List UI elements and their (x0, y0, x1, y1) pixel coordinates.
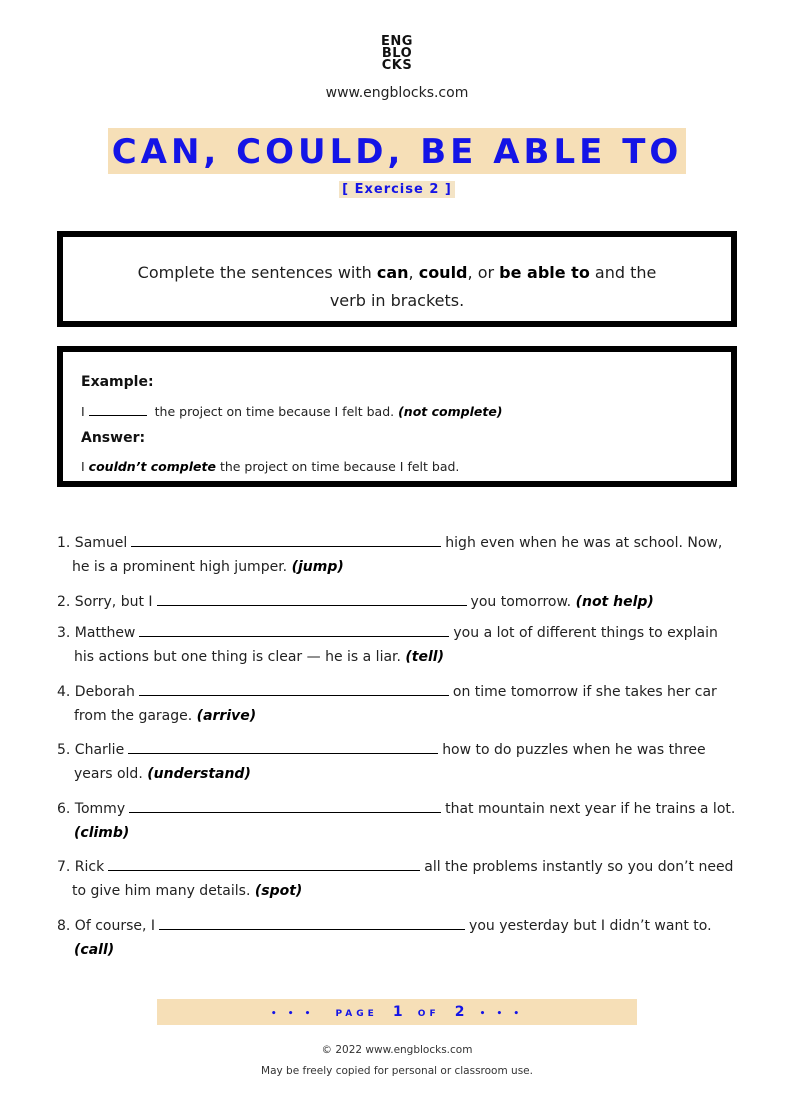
instruction-be-able-to: be able to (499, 263, 590, 282)
question-8-line-1 (57, 915, 712, 934)
example-box (57, 346, 737, 487)
of-word: OF (417, 1009, 440, 1019)
example-after: the project on time because I felt bad. (150, 404, 399, 419)
instruction-could: could (418, 263, 468, 282)
question-4-line-1 (57, 681, 717, 700)
question-7-blank[interactable] (108, 856, 420, 871)
instruction-part-1: Complete the sentences with (137, 263, 377, 282)
question-2-end: you tomorrow. (470, 594, 576, 610)
question-1-start: 1. Samuel (57, 535, 128, 551)
example-before: I (81, 404, 85, 419)
question-7-continuation: to give him many details. (72, 883, 255, 899)
question-2-hint: (not help) (575, 594, 654, 610)
subtitle-container (0, 178, 794, 198)
instruction-sep-2: , or (467, 263, 500, 282)
question-1-line-1 (57, 532, 722, 551)
exercise-label: [ Exercise 2 ] (339, 181, 455, 198)
copyright: © 2022 www.engblocks.com (321, 1044, 473, 1056)
question-2-blank[interactable] (157, 591, 467, 606)
question-1-continuation: he is a prominent high jumper. (72, 559, 292, 575)
license-note: May be freely copied for personal or classroom use. (261, 1065, 533, 1077)
page-total: 2 (454, 1004, 465, 1020)
question-4-start: 4. Deborah (57, 684, 135, 700)
page-number: 1 (392, 1004, 403, 1020)
answer-label: Answer: (81, 430, 146, 446)
answer-highlight: couldn’t complete (88, 459, 216, 474)
question-6-end: that mountain next year if he trains a lot. (445, 801, 736, 817)
question-5-start: 5. Charlie (57, 742, 125, 758)
question-3-start: 3. Matthew (57, 625, 136, 641)
question-5-end: how to do puzzles when he was three (442, 742, 706, 758)
question-2-start: 2. Sorry, but I (57, 594, 153, 610)
question-8-blank[interactable] (159, 915, 465, 930)
example-sentence (81, 404, 503, 419)
answer-sentence (81, 459, 459, 474)
question-8-start: 8. Of course, I (57, 918, 156, 934)
logo-line-1: ENG (381, 34, 413, 49)
page-dots-left: • • • (270, 1009, 315, 1019)
question-4-continuation: from the garage. (74, 708, 197, 724)
question-8-line-2 (74, 942, 114, 958)
question-3-hint: (tell) (405, 649, 444, 665)
page-indicator (157, 999, 637, 1025)
title-container (0, 128, 794, 174)
logo-line-2: BLO (381, 46, 413, 61)
question-7-hint: (spot) (254, 883, 303, 899)
question-7-start: 7. Rick (57, 859, 105, 875)
question-6-hint: (climb) (74, 825, 130, 841)
question-3-line-2 (74, 649, 444, 665)
instruction-text (123, 259, 671, 315)
example-hint: (not complete) (398, 404, 503, 419)
question-1-end: high even when he was at school. Now, (445, 535, 723, 551)
page-title: CAN, COULD, BE ABLE TO (108, 128, 687, 174)
instruction-box (57, 231, 737, 327)
question-1-blank[interactable] (131, 532, 441, 547)
question-5-continuation: years old. (74, 766, 148, 782)
question-6-line-2 (74, 825, 129, 841)
site-url[interactable]: www.engblocks.com (325, 85, 469, 101)
question-3-end: you a lot of different things to explain (453, 625, 718, 641)
question-4-end: on time tomorrow if she takes her car (452, 684, 717, 700)
page-dots-right: • • • (479, 1009, 524, 1019)
question-8-end: you yesterday but I didn’t want to. (469, 918, 712, 934)
example-blank (89, 404, 147, 416)
question-4-line-2 (74, 708, 256, 724)
question-4-blank[interactable] (139, 681, 449, 696)
question-3-line-1 (57, 622, 718, 641)
question-6-start: 6. Tommy (57, 801, 126, 817)
question-1-line-2 (72, 559, 344, 575)
instruction-part-2: and the verb in brackets. (329, 263, 657, 310)
question-7-line-2 (72, 883, 302, 899)
question-1-hint: (jump) (291, 559, 344, 575)
question-5-blank[interactable] (128, 739, 438, 754)
question-6-blank[interactable] (129, 798, 441, 813)
page-word: PAGE (335, 1009, 378, 1019)
answer-before: I (81, 459, 89, 474)
answer-after: the project on time because I felt bad. (215, 459, 460, 474)
question-3-blank[interactable] (139, 622, 449, 637)
logo-line-3: CKS (381, 58, 413, 73)
question-7-end: all the problems instantly so you don’t need (424, 859, 734, 875)
question-5-line-1 (57, 739, 706, 758)
question-5-line-2 (74, 766, 251, 782)
instruction-can: can (376, 263, 409, 282)
engblocks-logo (0, 36, 794, 72)
question-7-line-1 (57, 856, 733, 875)
question-4-hint: (arrive) (196, 708, 257, 724)
question-8-hint: (call) (74, 942, 115, 958)
example-label: Example: (81, 374, 154, 390)
instruction-sep-1: , (408, 263, 419, 282)
question-3-continuation: his actions but one thing is clear — he is a liar. (74, 649, 406, 665)
question-6-line-1 (57, 798, 735, 817)
question-5-hint: (understand) (147, 766, 251, 782)
question-2-line-1 (57, 591, 654, 610)
